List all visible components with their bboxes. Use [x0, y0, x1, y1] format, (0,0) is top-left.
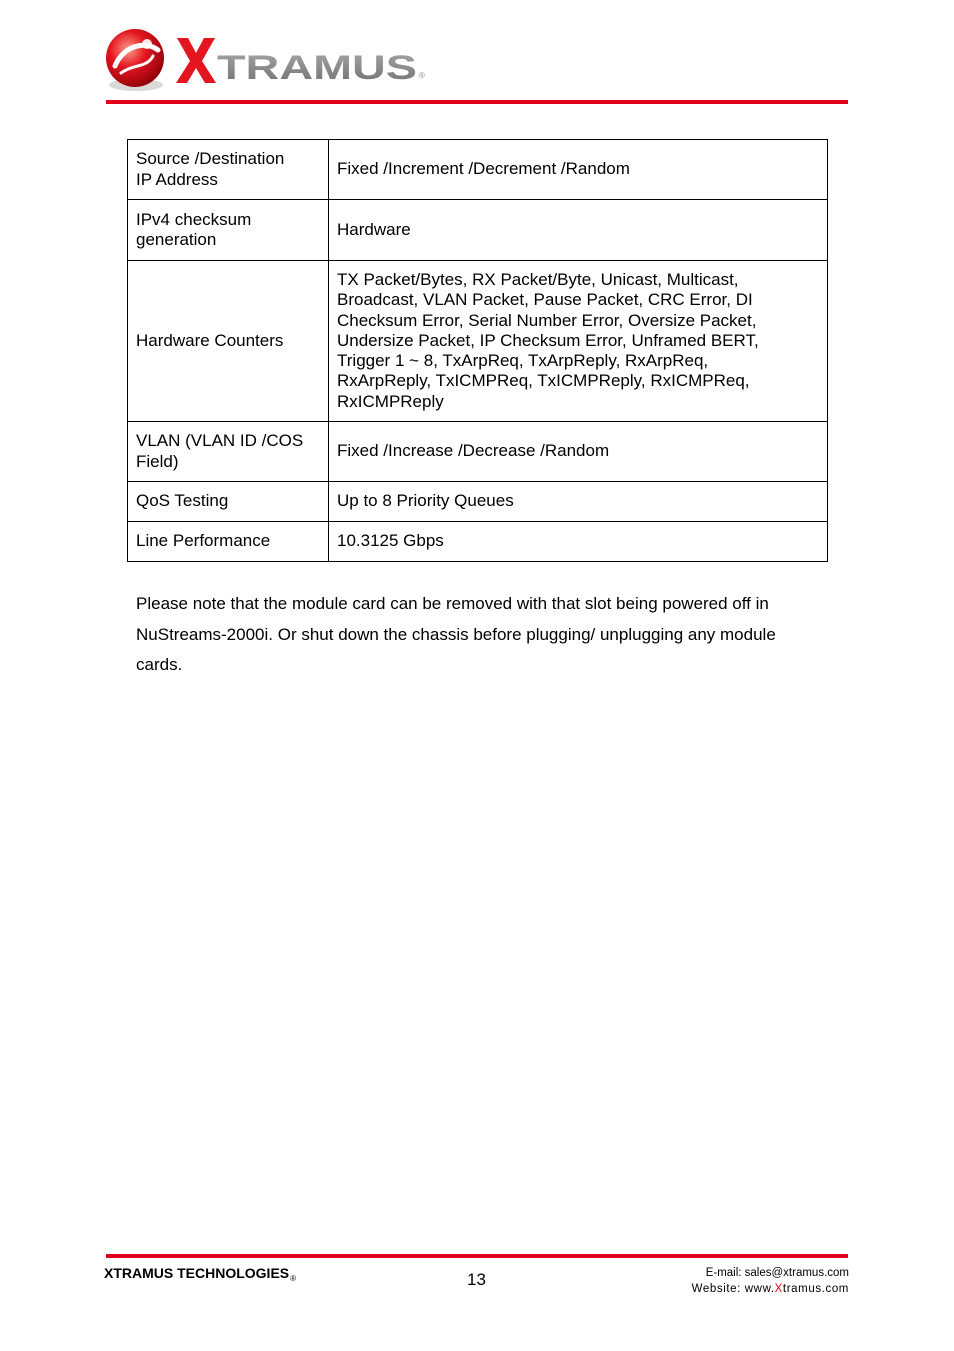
xtramus-logo: [103, 26, 433, 96]
row-value-line: RxArpReply, TxICMPReq, TxICMPReply, RxICMPReq,: [337, 371, 750, 391]
row-value-line: TX Packet/Bytes, RX Packet/Byte, Unicast, Multicast,: [337, 269, 739, 289]
row-value-line: 10.3125 Gbps: [337, 531, 444, 551]
row-value: [329, 522, 828, 562]
table-row: [128, 140, 828, 200]
note-line: Please note that the module card can be removed with that slot being powered off in: [136, 594, 769, 613]
row-value: [329, 140, 828, 200]
module-note: [136, 589, 826, 681]
row-label: [128, 261, 329, 422]
note-line: cards.: [136, 655, 183, 674]
row-value-line: RxICMPReply: [337, 391, 444, 411]
row-label-line: Line Performance: [136, 531, 271, 551]
logo-x-glyph: [176, 38, 216, 83]
table-row: [128, 482, 828, 522]
header-rule: [106, 100, 848, 104]
row-label: [128, 200, 329, 261]
table-row: [128, 522, 828, 562]
row-label-line: IP Address: [136, 169, 218, 189]
row-value-line: Fixed /Increment /Decrement /Random: [337, 159, 630, 179]
row-value-line: Trigger 1 ~ 8, TxArpReq, TxArpReply, RxArpReq,: [337, 351, 709, 371]
row-value-line: Broadcast, VLAN Packet, Pause Packet, CRC Error, DI: [337, 290, 753, 310]
row-label-line: Hardware Counters: [136, 330, 284, 350]
footer-company: [104, 1265, 296, 1283]
website-suffix: tramus.com: [782, 1283, 849, 1295]
website-prefix: Website: www.: [691, 1283, 775, 1295]
footer-rule: [106, 1254, 848, 1258]
row-label: [128, 482, 329, 522]
footer-contact: [692, 1265, 849, 1297]
xtramus-logo-graphic: [103, 26, 433, 96]
row-value-line: Up to 8 Priority Queues: [337, 491, 514, 511]
row-label-line: QoS Testing: [136, 491, 229, 511]
logo-highlight: [142, 39, 152, 49]
row-value-line: Hardware: [337, 219, 411, 239]
logo-wordmark: TRAMUS: [217, 49, 417, 87]
row-value: [329, 482, 828, 522]
table-row: [128, 422, 828, 482]
table-row: [128, 200, 828, 261]
row-value: [329, 261, 828, 422]
spec-table: [127, 139, 828, 562]
row-label-line: Field): [136, 451, 179, 471]
logo-ball: [106, 29, 164, 87]
row-label: [128, 522, 329, 562]
row-label-line: VLAN (VLAN ID /COS: [136, 431, 304, 451]
website-x: X: [774, 1283, 783, 1295]
logo-registered-mark: ®: [419, 71, 425, 80]
row-label: [128, 422, 329, 482]
row-label-line: IPv4 checksum: [136, 209, 252, 229]
company-registered-mark: ®: [290, 1274, 297, 1283]
row-value: [329, 422, 828, 482]
row-value-line: Undersize Packet, IP Checksum Error, Unframed BERT,: [337, 330, 759, 350]
row-value: [329, 200, 828, 261]
footer-email: E-mail: sales@xtramus.com: [705, 1267, 849, 1279]
footer-website: [692, 1281, 849, 1297]
row-label-line: Source /Destination: [136, 149, 285, 169]
row-label-line: generation: [136, 230, 217, 249]
row-value-line: Checksum Error, Serial Number Error, Oversize Packet,: [337, 310, 757, 330]
row-label: [128, 140, 329, 200]
table-row: [128, 261, 828, 422]
note-line: NuStreams-2000i. Or shut down the chassis before plugging/ unplugging any module: [136, 624, 776, 644]
page-number: 13: [467, 1270, 486, 1289]
company-name: XTRAMUS TECHNOLOGIES: [104, 1265, 290, 1281]
row-value-line: Fixed /Increase /Decrease /Random: [337, 441, 610, 461]
